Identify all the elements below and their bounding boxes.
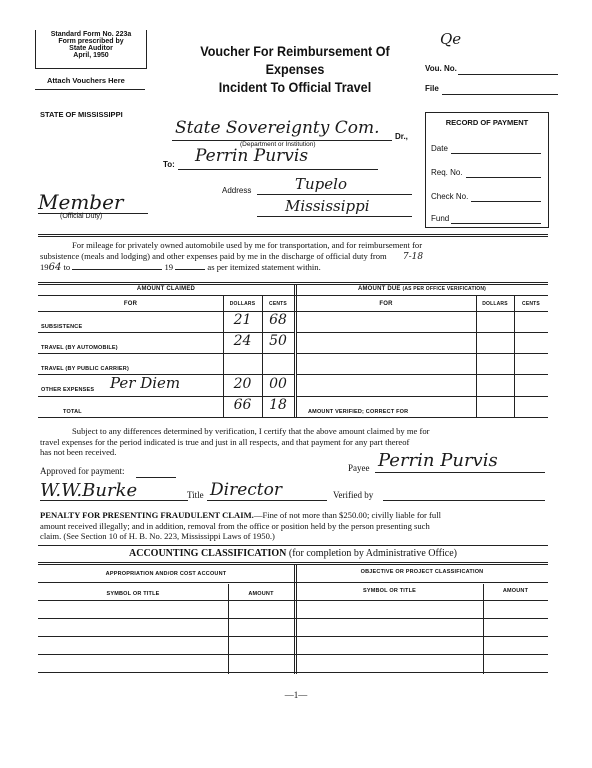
right-amount-col: AMOUNT [502, 588, 529, 594]
record-of-payment-box [425, 112, 549, 228]
cert-line-2: travel expenses for the period indicated is true and just in all respects, and that payment for any part thereof [40, 436, 410, 447]
state-label: STATE OF MISSISSIPPI [40, 110, 123, 119]
row-cents: 50 [269, 333, 287, 349]
table-row-total [38, 396, 548, 417]
official-duty-caption: (Official Duty) [60, 213, 103, 220]
department-caption: (Department or Institution) [240, 141, 316, 148]
prescribed-by: Form prescribed by [58, 38, 124, 45]
penalty-text-1: —Fine of not more than $250.00; civilly liable for full [253, 510, 441, 520]
form-id-box [35, 30, 147, 69]
accounting-title: ACCOUNTING CLASSIFICATION [129, 548, 287, 559]
claim-table [38, 282, 548, 420]
payee-signature: Perrin Purvis [378, 450, 498, 471]
to-label-2: to [63, 262, 71, 272]
objective-header: OBJECTIVE OR PROJECT CLASSIFICATION [360, 569, 484, 575]
dr-label: Dr., [395, 132, 408, 141]
col-for-left: FOR [123, 301, 138, 307]
title-line-2: Incident To Official Travel [218, 79, 372, 95]
corner-initials: Qe [440, 30, 462, 48]
col-dollars-left: DOLLARS [229, 301, 256, 307]
payee-name: Perrin Purvis [195, 146, 309, 166]
vou-no-label: Vou. No. [425, 64, 457, 73]
file-label: File [425, 84, 439, 93]
record-of-payment-title: RECORD OF PAYMENT [445, 118, 529, 127]
page-number: —1— [284, 690, 308, 700]
mileage-statement [40, 240, 552, 274]
penalty-notice [40, 510, 554, 542]
year-prefix: 19 [40, 262, 49, 272]
penalty-heading: PENALTY FOR PRESENTING FRAUDULENT CLAIM. [40, 510, 254, 520]
attach-vouchers-note: Attach Vouchers Here [47, 76, 125, 85]
standard-form-number: Standard Form No. 223a [50, 31, 132, 38]
cert-line-3: has not been received. [40, 447, 117, 457]
official-duty-value: Member [38, 190, 124, 214]
title-line-1: Voucher For Reimbursement Of Expenses [200, 43, 390, 77]
year-2: 19 [164, 262, 174, 272]
to-label: To: [163, 160, 175, 169]
col-cents-right: CENTS [522, 301, 540, 307]
row-label: TRAVEL (BY PUBLIC CARRIER) [41, 366, 130, 372]
mileage-suffix: as per itemized statement within. [207, 262, 321, 272]
year-value: 64 [48, 262, 62, 273]
mileage-line-1: For mileage for privately owned automobile used by me for transportation, and for reimbursement for [72, 240, 423, 250]
table-row [38, 353, 548, 374]
row-dollars: 24 [233, 333, 252, 349]
approver-signature: W.W.Burke [40, 480, 138, 501]
left-amount-col: AMOUNT [248, 591, 274, 597]
col-dollars-right: DOLLARS [482, 301, 508, 307]
right-symbol-col: SYMBOL OR TITLE [362, 588, 416, 594]
table-row [38, 374, 548, 396]
department-value: State Sovereignty Com. [175, 118, 380, 138]
penalty-text-3: claim. (See Section 10 of H. B. No. 223, Mississippi Laws of 1950.) [40, 531, 275, 541]
title-value: Director [210, 480, 282, 500]
accounting-subtitle: (for completion by Administrative Office) [288, 548, 457, 559]
accounting-table [38, 564, 548, 674]
check-no-label: Check No. [431, 192, 469, 201]
verified-by-label: Verified by [333, 490, 374, 500]
row-detail: Per Diem [110, 374, 181, 392]
table-row [38, 332, 548, 353]
amount-due-title: AMOUNT DUE (AS PER OFFICE VERIFICATION) [357, 286, 487, 292]
left-symbol-col: SYMBOL OR TITLE [106, 591, 160, 597]
approved-for-payment-label: Approved for payment: [40, 466, 125, 476]
vou-no-line [458, 74, 558, 75]
row-label: TOTAL [63, 409, 82, 415]
from-date-value: 7-18 [402, 251, 424, 262]
row-label: OTHER EXPENSES [41, 387, 95, 393]
state-auditor: State Auditor [69, 45, 113, 52]
form-date: April, 1950 [73, 52, 109, 59]
cert-line-1: Subject to any differences determined by verification, I certify that the above amount claimed by me for [72, 426, 430, 436]
fund-label: Fund [431, 214, 450, 223]
mileage-line-2: subsistence (meals and lodging) and other expenses paid by me in the discharge of official duty from [40, 250, 387, 261]
table-row [38, 311, 548, 332]
payee-label: Payee [348, 463, 370, 473]
row-dollars: 21 [233, 312, 252, 328]
col-cents-left: CENTS [269, 301, 287, 307]
address-line-1: Tupelo [295, 175, 347, 193]
penalty-text-2: amount received illegally; and in addition, removal from the office or position held by the person presenting such [40, 520, 430, 531]
req-no-label: Req. No. [431, 168, 463, 177]
address-line-2: Mississippi [285, 197, 370, 215]
title-label: Title [187, 490, 204, 500]
row-label: SUBSISTENCE [41, 324, 83, 330]
amount-claimed-title: AMOUNT CLAIMED [136, 286, 196, 292]
row-label: TRAVEL (BY AUTOMOBILE) [41, 345, 118, 351]
address-label: Address [222, 186, 252, 195]
row-cents: 00 [269, 376, 287, 392]
payment-date-label: Date [431, 144, 448, 153]
appropriation-header: APPROPRIATION AND/OR COST ACCOUNT [105, 571, 227, 577]
amount-verified-label: AMOUNT VERIFIED; CORRECT FOR [308, 409, 409, 415]
file-line [442, 94, 558, 95]
row-dollars: 20 [233, 376, 252, 392]
accounting-title-row [38, 548, 548, 559]
form-title [174, 42, 417, 96]
col-for-right: FOR [379, 301, 393, 307]
total-cents: 18 [269, 397, 287, 413]
total-dollars: 66 [233, 397, 252, 413]
row-cents: 68 [269, 312, 287, 328]
